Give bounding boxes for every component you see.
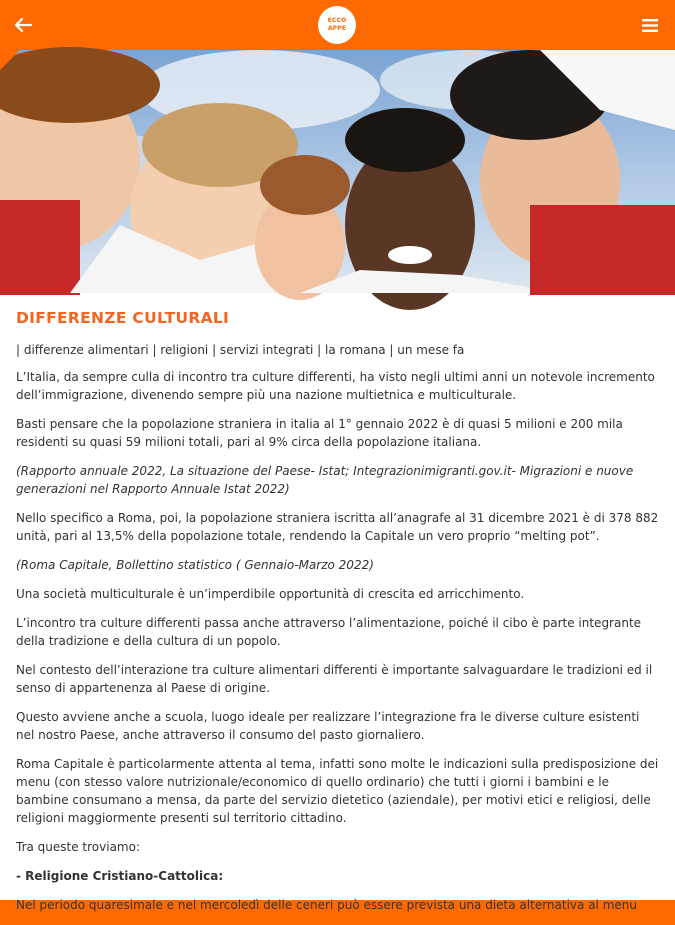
- hamburger-menu-icon: [642, 19, 658, 32]
- article-citation: (Roma Capitale, Bollettino statistico ( Gennaio-Marzo 2022): [16, 558, 374, 572]
- menu-button[interactable]: [635, 11, 665, 39]
- article-paragraph: Una società multiculturale è un’imperdibile opportunità di crescita ed arricchimento.: [16, 587, 525, 601]
- app-logo[interactable]: [318, 6, 356, 44]
- article-paragraph: Nel periodo quaresimale e nel mercoledì delle ceneri può essere prevista una dieta alternativa al menu: [16, 898, 637, 912]
- article-citation: (Rapporto annuale 2022, La situazione del Paese- Istat; Integrazionimigranti.gov.it- Migrazioni e nuove generazioni nel Rapporto Annuale Istat 2022): [16, 464, 634, 496]
- article-paragraph: Roma Capitale è particolarmente attenta al tema, infatti sono molte le indicazioni sulla predisposizione dei menu (con stesso valore nutrizionale/economico di quello ordinario) che tutti i giorni i bambini e le bambine consumano a mensa, da parte del servizio dietetico (aziendale), per motivi etici e religiosi, delle religioni maggiormente presenti sul territorio cittadino.: [16, 757, 659, 825]
- hero-image: [0, 50, 675, 293]
- article-paragraph: Basti pensare che la popolazione straniera in italia al 1° gennaio 2022 è di quasi 5 milioni e 200 mila residenti su quasi 59 milioni totali, pari al 9% circa della popolazione italiana.: [16, 417, 623, 449]
- arrow-left-icon: [14, 17, 32, 33]
- article-subheading: - Religione Cristiano-Cattolica:: [16, 869, 224, 883]
- article-sheet: [0, 50, 675, 912]
- article-paragraph: Tra queste troviamo:: [16, 840, 141, 854]
- logo-line1: ECCO: [327, 17, 347, 24]
- back-button[interactable]: [8, 10, 38, 40]
- logo-line2: APPE: [327, 25, 347, 32]
- article-paragraph: L’incontro tra culture differenti passa anche attraverso l’alimentazione, poiché il cibo è parte integrante della tradizione e della cultura di un popolo.: [16, 616, 642, 648]
- article-paragraph: L’Italia, da sempre culla di incontro tra culture differenti, ha visto negli ultimi anni un notevole incremento dell’immigrazione, divenendo sempre più una nazione multietnica e multiculturale.: [16, 370, 655, 402]
- article-paragraph: Nello specifico a Roma, poi, la popolazione straniera iscritta all’anagrafe al 31 dicembre 2021 è di 378 882 unità, pari al 13,5% della popolazione totale, rendendo la Capitale un vero proprio “melting pot”.: [16, 511, 659, 543]
- article-content: [16, 308, 661, 925]
- article-paragraph: Nel contesto dell’interazione tra culture alimentari differenti è importante salvaguardare le tradizioni ed il senso di appartenenza al Paese di origine.: [16, 663, 653, 695]
- article-title: DIFFERENZE CULTURALI: [16, 309, 230, 327]
- article-paragraph: Questo avviene anche a scuola, luogo ideale per realizzare l’integrazione fra le diverse culture esistenti nel nostro Paese, anche attraverso il consumo del pasto giornaliero.: [16, 710, 640, 742]
- article-tags[interactable]: | differenze alimentari | religioni | servizi integrati | la romana | un mese fa: [16, 343, 465, 357]
- children-group-photo: [0, 50, 675, 293]
- top-app-bar: [0, 0, 675, 50]
